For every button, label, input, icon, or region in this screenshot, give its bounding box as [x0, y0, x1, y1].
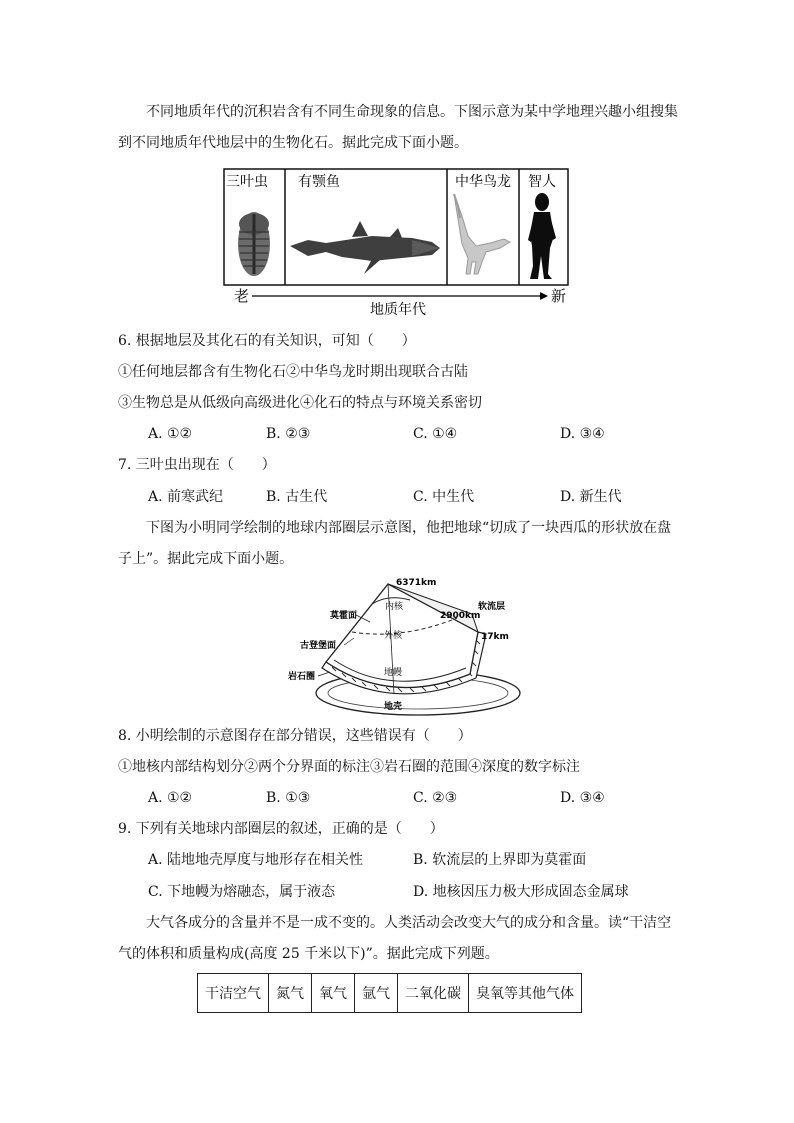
- question-6-stem: 6. 根据地层及其化石的有关知识，可知（ ）: [118, 333, 416, 349]
- question-6-statements: ①任何地层都含有生物化石②中华鸟龙时期出现联合古陆: [118, 364, 468, 380]
- question-7-option-d[interactable]: D. 新生代: [560, 489, 622, 505]
- intro-paragraph-line: 下图为小明同学绘制的地球内部圈层示意图，他把地球“切成了一块西瓜的形状放在盘: [146, 520, 672, 536]
- panel-label-sinosauropteryx: 中华鸟龙: [455, 174, 511, 190]
- question-7-option-c[interactable]: C. 中生代: [413, 489, 475, 505]
- question-9-stem: 9. 下列有关地球内部圈层的叙述，正确的是（ ）: [118, 821, 444, 837]
- table-header-cell: 氩气: [355, 974, 398, 1013]
- label-moho: 莫霍面: [330, 611, 358, 621]
- intro-paragraph-line: 大气各成分的含量并不是一成不变的。人类活动会改变大气的成分和含量。读“干洁空: [146, 915, 672, 931]
- question-8-option-c[interactable]: C. ②③: [413, 790, 458, 806]
- question-9-option-d[interactable]: D. 地核因压力极大形成固态金属球: [413, 884, 629, 900]
- axis-new-label: 新: [551, 287, 567, 305]
- question-8-option-a[interactable]: A. ①②: [148, 790, 193, 806]
- label-depth-2900: 2900km: [440, 611, 481, 621]
- table-header-cell: 臭氧等其他气体: [469, 974, 582, 1013]
- label-depth-center: 6371km: [396, 578, 437, 588]
- label-gutenberg: 古登堡面: [300, 641, 337, 651]
- label-mantle: 地幔: [384, 668, 403, 678]
- air-composition-table: [197, 973, 582, 1013]
- earth-interior-diagram: [282, 574, 522, 720]
- label-inner-core: 内核: [385, 602, 404, 612]
- table-header-cell: 氧气: [312, 974, 355, 1013]
- question-9-option-c[interactable]: C. 下地幔为熔融态，属于液态: [148, 884, 336, 900]
- question-6-option-a[interactable]: A. ①②: [148, 426, 193, 442]
- label-outer-core: 外核: [384, 631, 403, 641]
- question-6-option-b[interactable]: B. ②③: [266, 426, 311, 442]
- axis-old-label: 老: [234, 287, 250, 305]
- label-asthenosphere: 软流层: [478, 602, 506, 612]
- intro-paragraph-line: 不同地质年代的沉积岩含有不同生命现象的信息。下图示意为某中学地理兴趣小组搜集: [146, 104, 678, 120]
- intro-paragraph-line: 子上”。据此完成下面小题。: [118, 551, 294, 567]
- fossil-timeline-figure: [222, 166, 574, 318]
- trilobite-fossil-image: [238, 212, 270, 276]
- panel-label-jawed-fish: 有颚鱼: [298, 174, 340, 190]
- question-6-option-c[interactable]: C. ①④: [413, 426, 458, 442]
- table-header-cell: 氮气: [269, 974, 312, 1013]
- question-9-option-a[interactable]: A. 陆地地壳厚度与地形存在相关性: [148, 852, 364, 868]
- intro-paragraph-line: 到不同地质年代地层中的生物化石。据此完成下面小题。: [118, 135, 468, 151]
- table-row: [198, 974, 582, 1013]
- question-7-option-b[interactable]: B. 古生代: [266, 489, 328, 505]
- question-8-statements: ①地核内部结构划分②两个分界面的标注③岩石圈的范围④深度的数字标注: [118, 759, 580, 775]
- question-8-option-d[interactable]: D. ③④: [560, 790, 605, 806]
- panel-label-trilobite: 三叶虫: [226, 174, 268, 190]
- axis-geologic-time-label: 地质年代: [370, 302, 426, 318]
- question-6-option-d[interactable]: D. ③④: [560, 426, 605, 442]
- question-7-stem: 7. 三叶虫出现在（ ）: [118, 457, 276, 473]
- label-crust: 地壳: [384, 702, 403, 712]
- label-depth-17: 17km: [481, 632, 509, 642]
- panel-label-homo-sapiens: 智人: [528, 174, 556, 190]
- table-header-cell: 二氧化碳: [398, 974, 469, 1013]
- intro-paragraph-line: 气的体积和质量构成(高度 25 千米以下)”。据此完成下列题。: [118, 946, 499, 962]
- question-9-option-b[interactable]: B. 软流层的上界即为莫霍面: [413, 852, 587, 868]
- question-7-option-a[interactable]: A. 前寒武纪: [148, 489, 224, 505]
- table-header-cell: 干洁空气: [198, 974, 269, 1013]
- question-8-option-b[interactable]: B. ①③: [266, 790, 311, 806]
- question-8-stem: 8. 小明绘制的示意图存在部分错误，这些错误有（ ）: [118, 728, 472, 744]
- question-6-statements: ③生物总是从低级向高级进化④化石的特点与环境关系密切: [118, 395, 482, 411]
- label-lithosphere: 岩石圈: [288, 672, 316, 682]
